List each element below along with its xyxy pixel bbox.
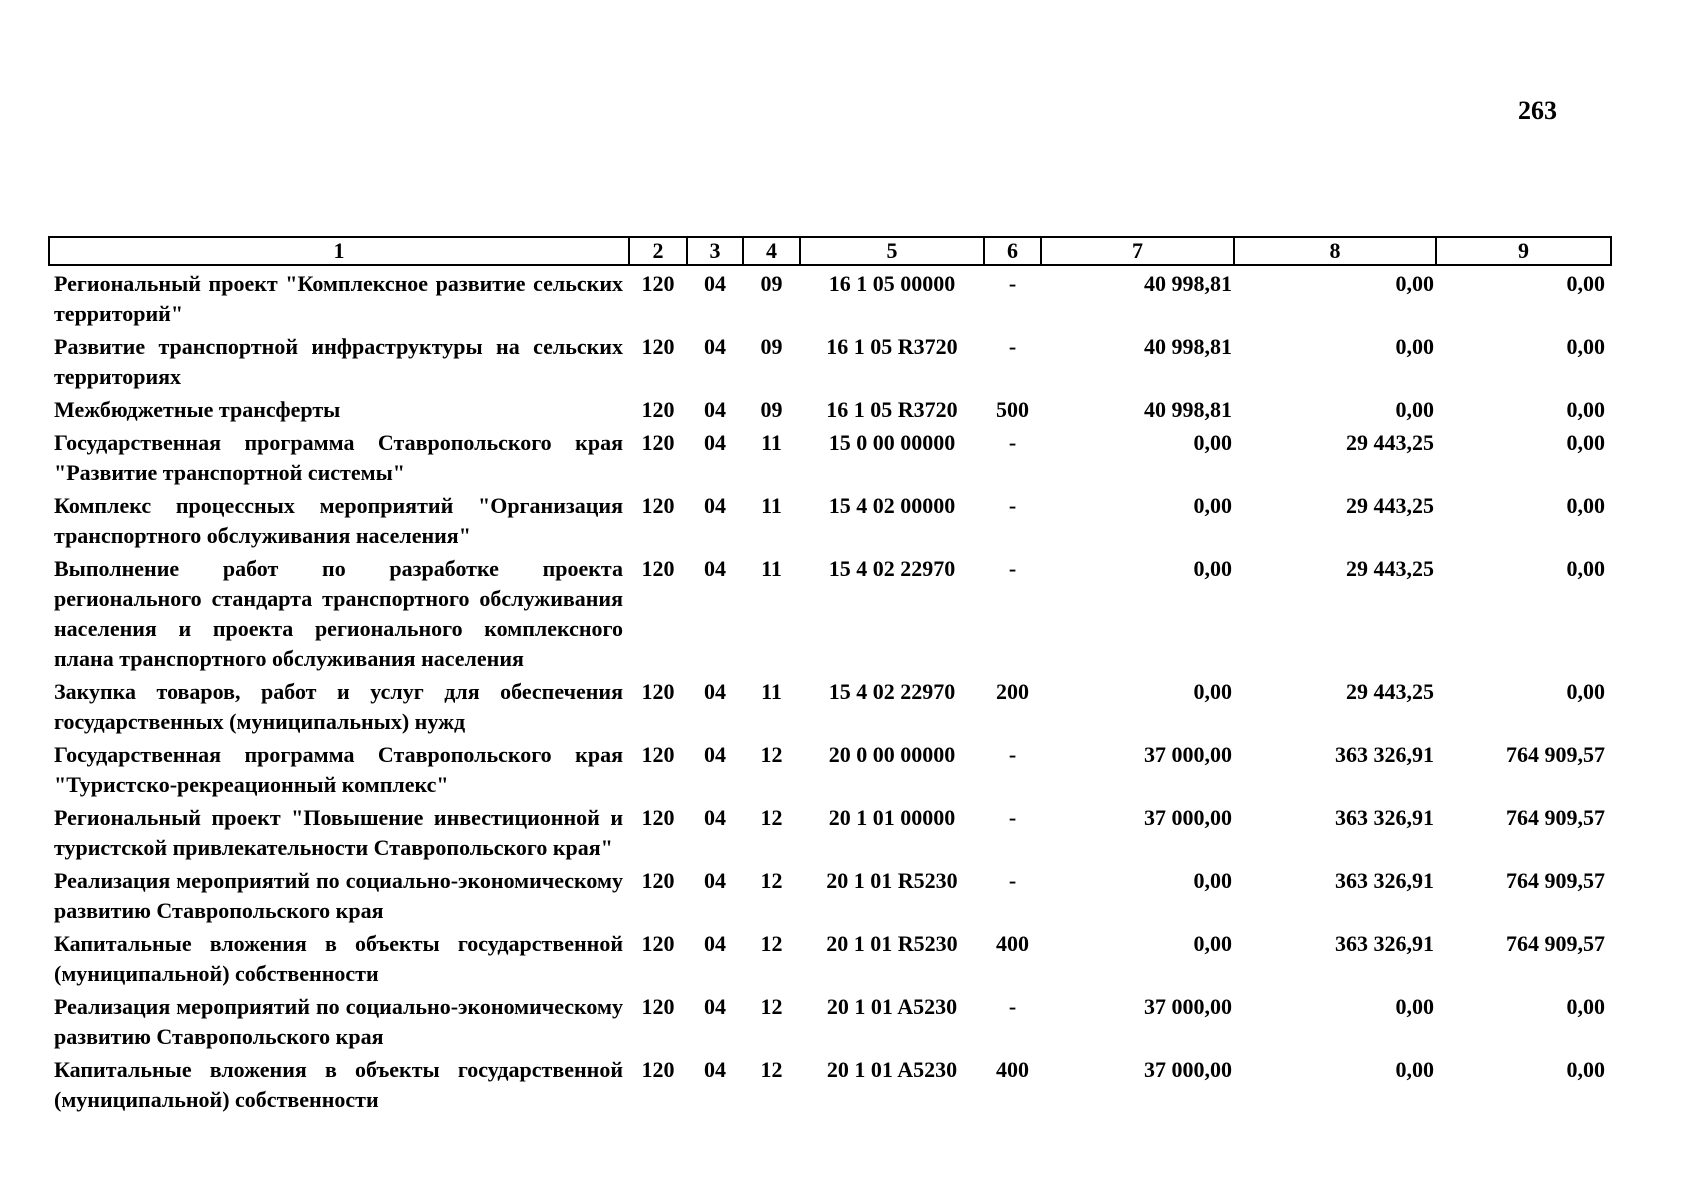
header-row xyxy=(49,237,1611,265)
amount-7-cell: 37 000,00 xyxy=(1144,994,1232,1019)
column-header-5: 5 xyxy=(800,237,984,265)
code-6-cell: - xyxy=(1008,994,1017,1019)
code-3-cell: 04 xyxy=(704,397,726,422)
table-row xyxy=(49,989,1611,1052)
code-2-cell: 120 xyxy=(641,430,675,455)
amount-8-cell: 29 443,25 xyxy=(1346,556,1434,581)
code-2-cell: 120 xyxy=(641,271,675,296)
code-4-cell: 12 xyxy=(760,994,783,1019)
code-5-cell: 15 4 02 22970 xyxy=(828,679,956,704)
code-4-cell: 12 xyxy=(760,742,783,767)
table-row xyxy=(49,551,1611,674)
amount-7-cell: 0,00 xyxy=(1193,556,1232,581)
code-3-cell: 04 xyxy=(704,493,726,518)
table-row xyxy=(49,425,1611,488)
code-4-cell: 09 xyxy=(760,271,783,296)
column-header-7: 7 xyxy=(1041,237,1234,265)
code-5-cell: 16 1 05 R3720 xyxy=(826,397,958,422)
code-3-cell: 04 xyxy=(704,742,726,767)
table-row xyxy=(49,800,1611,863)
item-name-cell: Выполнение работ по разработке проекта регионального стандарта транспортного обслуживания населения и проекта регионального комплексного плана транспортного обслуживания населения xyxy=(54,556,623,671)
code-2-cell: 120 xyxy=(641,931,675,956)
table-row xyxy=(49,488,1611,551)
code-6-cell: 500 xyxy=(996,397,1029,422)
budget-table xyxy=(48,236,1612,1115)
code-5-cell: 16 1 05 R3720 xyxy=(826,334,958,359)
amount-7-cell: 37 000,00 xyxy=(1144,742,1232,767)
amount-9-cell: 0,00 xyxy=(1566,430,1605,455)
amount-7-cell: 37 000,00 xyxy=(1144,805,1232,830)
code-5-cell: 16 1 05 00000 xyxy=(828,271,956,296)
amount-9-cell: 764 909,57 xyxy=(1506,805,1605,830)
table-body xyxy=(49,265,1611,1115)
code-6-cell: - xyxy=(1008,493,1017,518)
code-2-cell: 120 xyxy=(641,742,675,767)
code-3-cell: 04 xyxy=(704,931,726,956)
item-name-cell: Капитальные вложения в объекты государственной (муниципальной) собственности xyxy=(54,1057,623,1112)
code-2-cell: 120 xyxy=(641,1057,675,1082)
amount-9-cell: 764 909,57 xyxy=(1506,742,1605,767)
code-5-cell: 20 1 01 A5230 xyxy=(826,994,958,1019)
code-3-cell: 04 xyxy=(704,805,726,830)
code-2-cell: 120 xyxy=(641,397,675,422)
amount-9-cell: 0,00 xyxy=(1566,334,1605,359)
amount-8-cell: 0,00 xyxy=(1395,271,1434,296)
code-2-cell: 120 xyxy=(641,994,675,1019)
code-4-cell: 09 xyxy=(760,397,783,422)
amount-7-cell: 40 998,81 xyxy=(1144,271,1232,296)
amount-8-cell: 0,00 xyxy=(1395,994,1434,1019)
table-row xyxy=(49,329,1611,392)
item-name-cell: Государственная программа Ставропольского края "Туристско-рекреационный комплекс" xyxy=(54,742,623,797)
amount-8-cell: 29 443,25 xyxy=(1346,430,1434,455)
code-5-cell: 15 4 02 00000 xyxy=(828,493,956,518)
code-3-cell: 04 xyxy=(704,679,726,704)
code-2-cell: 120 xyxy=(641,868,675,893)
code-6-cell: - xyxy=(1008,556,1017,581)
amount-8-cell: 363 326,91 xyxy=(1335,805,1434,830)
amount-9-cell: 0,00 xyxy=(1566,994,1605,1019)
table-row xyxy=(49,863,1611,926)
code-6-cell: - xyxy=(1008,742,1017,767)
column-header-3: 3 xyxy=(687,237,743,265)
amount-7-cell: 0,00 xyxy=(1193,931,1232,956)
code-3-cell: 04 xyxy=(704,334,726,359)
item-name-cell: Комплекс процессных мероприятий "Организация транспортного обслуживания населения" xyxy=(54,493,623,548)
amount-7-cell: 0,00 xyxy=(1193,430,1232,455)
code-3-cell: 04 xyxy=(704,868,726,893)
code-2-cell: 120 xyxy=(641,493,675,518)
item-name-cell: Региональный проект "Комплексное развитие сельских территорий" xyxy=(54,271,623,326)
code-4-cell: 12 xyxy=(760,868,783,893)
amount-9-cell: 764 909,57 xyxy=(1506,931,1605,956)
column-header-2: 2 xyxy=(629,237,687,265)
code-4-cell: 12 xyxy=(760,1057,783,1082)
amount-9-cell: 0,00 xyxy=(1566,271,1605,296)
code-4-cell: 12 xyxy=(760,805,783,830)
code-4-cell: 11 xyxy=(761,430,782,455)
code-6-cell: - xyxy=(1008,868,1017,893)
amount-8-cell: 29 443,25 xyxy=(1346,493,1434,518)
code-3-cell: 04 xyxy=(704,271,726,296)
amount-7-cell: 40 998,81 xyxy=(1144,334,1232,359)
amount-9-cell: 764 909,57 xyxy=(1506,868,1605,893)
amount-7-cell: 0,00 xyxy=(1193,493,1232,518)
code-4-cell: 12 xyxy=(760,931,783,956)
item-name-cell: Капитальные вложения в объекты государственной (муниципальной) собственности xyxy=(54,931,623,986)
code-6-cell: 400 xyxy=(996,931,1029,956)
code-5-cell: 20 1 01 00000 xyxy=(828,805,956,830)
amount-9-cell: 0,00 xyxy=(1566,556,1605,581)
amount-8-cell: 0,00 xyxy=(1395,397,1434,422)
code-3-cell: 04 xyxy=(704,994,726,1019)
item-name-cell: Государственная программа Ставропольского края "Развитие транспортной системы" xyxy=(54,430,623,485)
amount-8-cell: 29 443,25 xyxy=(1346,679,1434,704)
table-row xyxy=(49,265,1611,329)
table-row xyxy=(49,737,1611,800)
code-3-cell: 04 xyxy=(704,556,726,581)
code-6-cell: - xyxy=(1008,334,1017,359)
code-5-cell: 20 0 00 00000 xyxy=(828,742,956,767)
table-row xyxy=(49,1052,1611,1115)
amount-8-cell: 363 326,91 xyxy=(1335,868,1434,893)
item-name-cell: Реализация мероприятий по социально-экономическому развитию Ставропольского края xyxy=(54,994,623,1049)
table-header xyxy=(49,237,1611,265)
amount-8-cell: 363 326,91 xyxy=(1335,931,1434,956)
code-6-cell: - xyxy=(1008,430,1017,455)
amount-9-cell: 0,00 xyxy=(1566,397,1605,422)
code-5-cell: 20 1 01 A5230 xyxy=(826,1057,958,1082)
table-row xyxy=(49,674,1611,737)
code-5-cell: 20 1 01 R5230 xyxy=(826,868,958,893)
code-2-cell: 120 xyxy=(641,679,675,704)
code-3-cell: 04 xyxy=(704,430,726,455)
amount-7-cell: 37 000,00 xyxy=(1144,1057,1232,1082)
item-name-cell: Межбюджетные трансферты xyxy=(54,397,341,422)
amount-7-cell: 40 998,81 xyxy=(1144,397,1232,422)
amount-8-cell: 0,00 xyxy=(1395,334,1434,359)
column-header-9: 9 xyxy=(1436,237,1611,265)
table-row xyxy=(49,926,1611,989)
code-5-cell: 20 1 01 R5230 xyxy=(826,931,958,956)
item-name-cell: Реализация мероприятий по социально-экономическому развитию Ставропольского края xyxy=(54,868,623,923)
code-6-cell: 200 xyxy=(996,679,1029,704)
amount-7-cell: 0,00 xyxy=(1193,868,1232,893)
item-name-cell: Закупка товаров, работ и услуг для обеспечения государственных (муниципальных) нужд xyxy=(54,679,623,734)
table-row xyxy=(49,392,1611,425)
amount-7-cell: 0,00 xyxy=(1193,679,1232,704)
amount-9-cell: 0,00 xyxy=(1566,493,1605,518)
column-header-6: 6 xyxy=(984,237,1041,265)
code-4-cell: 11 xyxy=(761,679,782,704)
code-6-cell: - xyxy=(1008,805,1017,830)
code-6-cell: - xyxy=(1008,271,1017,296)
column-header-4: 4 xyxy=(743,237,800,265)
code-2-cell: 120 xyxy=(641,334,675,359)
amount-8-cell: 0,00 xyxy=(1395,1057,1434,1082)
column-header-8: 8 xyxy=(1234,237,1436,265)
code-6-cell: 400 xyxy=(996,1057,1029,1082)
code-2-cell: 120 xyxy=(641,556,675,581)
code-5-cell: 15 0 00 00000 xyxy=(828,430,956,455)
page-number: 263 xyxy=(1518,96,1557,125)
code-4-cell: 11 xyxy=(761,556,782,581)
code-4-cell: 11 xyxy=(761,493,782,518)
code-2-cell: 120 xyxy=(641,805,675,830)
amount-9-cell: 0,00 xyxy=(1566,1057,1605,1082)
code-5-cell: 15 4 02 22970 xyxy=(828,556,956,581)
item-name-cell: Развитие транспортной инфраструктуры на сельских территориях xyxy=(54,334,623,389)
amount-8-cell: 363 326,91 xyxy=(1335,742,1434,767)
item-name-cell: Региональный проект "Повышение инвестиционной и туристской привлекательности Ставропольского края" xyxy=(54,805,623,860)
code-4-cell: 09 xyxy=(760,334,783,359)
code-3-cell: 04 xyxy=(704,1057,726,1082)
amount-9-cell: 0,00 xyxy=(1566,679,1605,704)
column-header-1: 1 xyxy=(49,237,629,265)
